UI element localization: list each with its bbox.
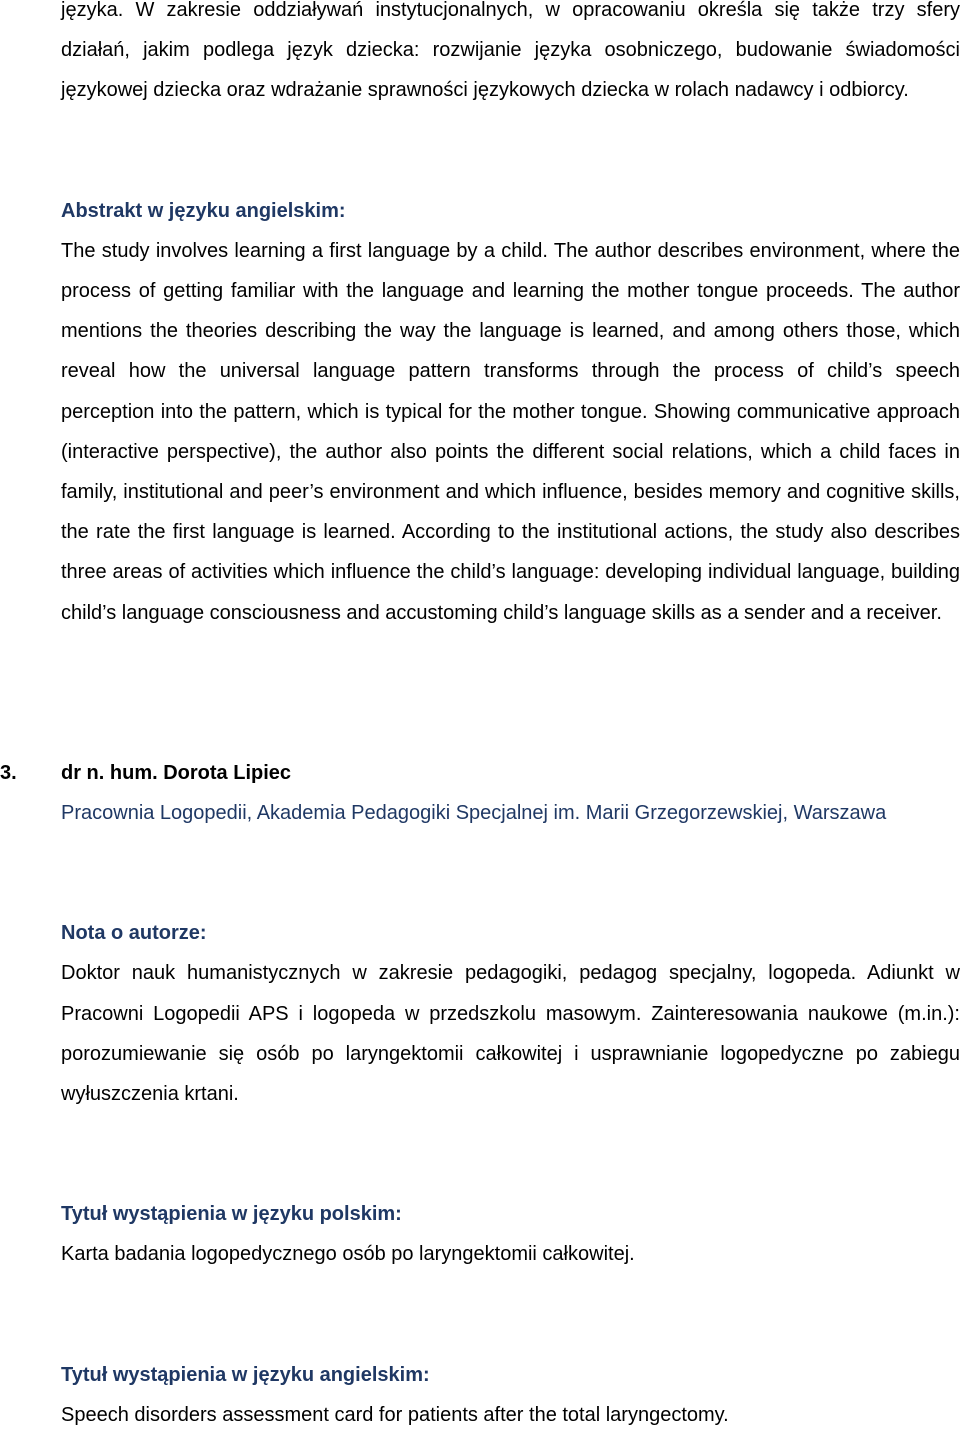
polish-abstract-tail: języka. W zakresie oddziaływań instytucjonalnych, w opracowaniu określa się także trzy sfery działań, jakim podlega język dziecka: rozwijanie języka osobniczego, budowanie świadomości językowej dziecka oraz wdrażanie sprawności językowych dziecka w rolach nadawcy i odbiorcy. [61,0,960,102]
author-prefix: dr n. hum. [61,761,158,784]
title-pl: Karta badania logopedycznego osób po laryngektomii całkowitej. [61,1243,635,1266]
abstract-en-body: The study involves learning a first language by a child. The author describes environment, where the process of getting familiar with the language and learning the mother tongue proceeds. The author mentions the theories describing the way the language is learned, and among others those, which reveal how the universal language pattern transforms through the process of child’s speech perception into the pattern, which is typical for the mother tongue. Showing communicative approach (interactive perspective), the author also points the different social relations, which a child faces in family, institutional and peer’s environment and which influence, besides memory and cognitive skills, the rate the first language is learned. According to the institutional actions, the study also describes three areas of activities which influence the child’s language: developing individual language, building child’s language consciousness and accustoming child’s language skills as a sender and a receiver. [61,239,960,624]
note-heading: Nota o autorze: [61,922,207,945]
spacer [61,833,960,913]
title-pl-heading: Tytuł wystąpienia w języku polskim: [61,1203,402,1226]
author-name: Dorota Lipiec [163,761,292,784]
spacer [61,1114,960,1194]
spacer [61,633,960,753]
entry-number: 3. [0,761,17,784]
abstract-en-heading: Abstrakt w języku angielskim: [61,199,346,222]
author-affiliation: Pracownia Logopedii, Akademia Pedagogiki Specjalnej im. Marii Grzegorzewskiej, Warszawa [61,802,887,825]
spacer [61,111,960,191]
title-en-heading: Tytuł wystąpienia w języku angielskim: [61,1363,430,1386]
author-line [0,753,960,793]
title-en: Speech disorders assessment card for patients after the total laryngectomy. [61,1403,729,1426]
spacer [61,1275,960,1355]
note-body: Doktor nauk humanistycznych w zakresie pedagogiki, pedagog specjalny, logopeda. Adiunkt w Pracowni Logopedii APS i logopeda w przedszkolu masowym. Zainteresowania naukowe (m.in.): porozumiewanie się osób po laryngektomii całkowitej i usprawnianie logopedyczne po zabiegu wyłuszczenia krtani. [61,962,960,1106]
